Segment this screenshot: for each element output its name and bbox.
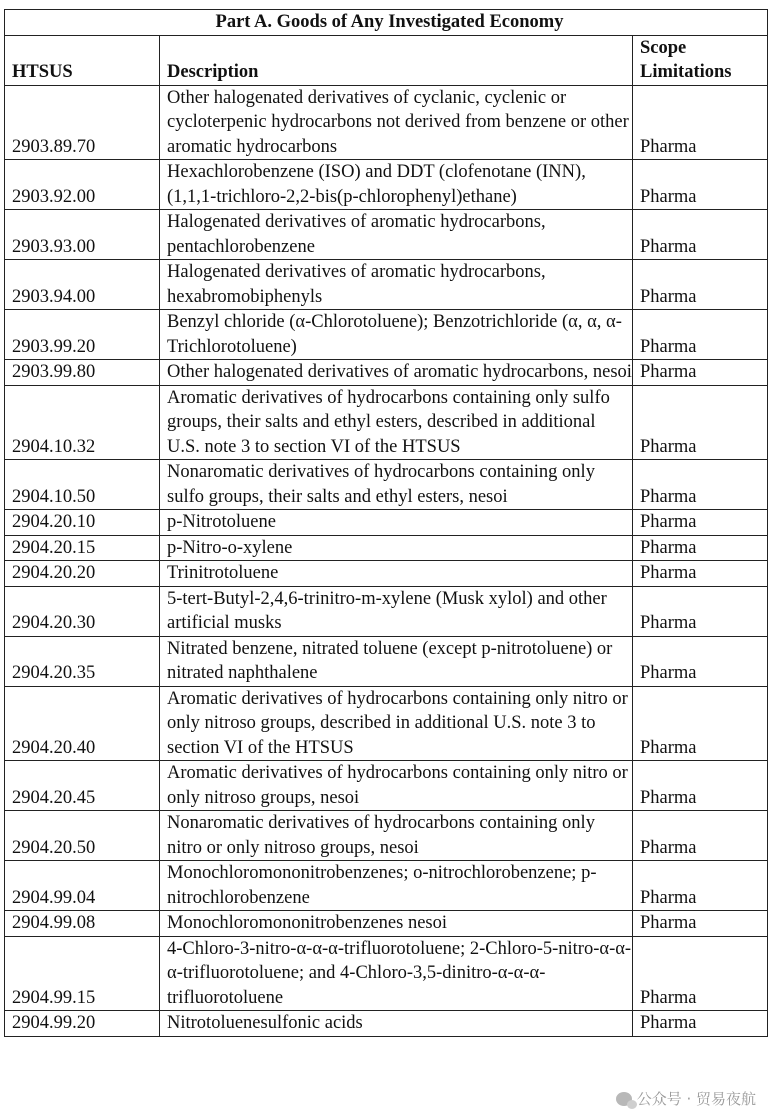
row-scope: Pharma — [633, 861, 768, 911]
header-scope — [633, 35, 768, 85]
row-scope: Pharma — [633, 936, 768, 1011]
row-description: Benzyl chloride (α-Chlorotoluene); Benzotrichloride (α, α, α-Trichlorotoluene) — [160, 310, 633, 360]
row-scope: Pharma — [633, 310, 768, 360]
row-scope: Pharma — [633, 636, 768, 686]
row-scope: Pharma — [633, 561, 768, 587]
table-row — [5, 260, 768, 310]
row-code: 2904.99.04 — [5, 861, 160, 911]
header-htsus: HTSUS — [5, 35, 160, 85]
row-code: 2904.20.50 — [5, 811, 160, 861]
row-code: 2904.20.35 — [5, 636, 160, 686]
row-scope: Pharma — [633, 1011, 768, 1037]
row-scope: Pharma — [633, 911, 768, 937]
table-row — [5, 861, 768, 911]
watermark-text: 公众号 · 贸易夜航 — [636, 1090, 756, 1108]
row-code: 2904.99.15 — [5, 936, 160, 1011]
table-row — [5, 535, 768, 561]
row-code: 2904.20.20 — [5, 561, 160, 587]
row-scope: Pharma — [633, 510, 768, 536]
header-description: Description — [160, 35, 633, 85]
row-description: Other halogenated derivatives of aromatic hydrocarbons, nesoi — [160, 360, 633, 386]
row-code: 2903.99.80 — [5, 360, 160, 386]
table-row — [5, 160, 768, 210]
table-row — [5, 85, 768, 160]
watermark — [616, 1088, 756, 1109]
row-description: Nonaromatic derivatives of hydrocarbons containing only sulfo groups, their salts and ethyl esters, nesoi — [160, 460, 633, 510]
row-description: Nitrated benzene, nitrated toluene (except p-nitrotoluene) or nitrated naphthalene — [160, 636, 633, 686]
row-description: p-Nitrotoluene — [160, 510, 633, 536]
row-scope: Pharma — [633, 260, 768, 310]
header-row — [5, 35, 768, 85]
row-scope: Pharma — [633, 160, 768, 210]
table-row — [5, 811, 768, 861]
table-row — [5, 586, 768, 636]
row-description: Other halogenated derivatives of cyclanic, cyclenic or cycloterpenic hydrocarbons not derived from benzene or other aromatic hydrocarbons — [160, 85, 633, 160]
row-description: Aromatic derivatives of hydrocarbons containing only nitro or only nitroso groups, nesoi — [160, 761, 633, 811]
row-code: 2904.20.45 — [5, 761, 160, 811]
row-description: Nonaromatic derivatives of hydrocarbons containing only nitro or only nitroso groups, nesoi — [160, 811, 633, 861]
row-code: 2903.93.00 — [5, 210, 160, 260]
row-description: Aromatic derivatives of hydrocarbons containing only nitro or only nitroso groups, described in additional U.S. note 3 to section VI of the HTSUS — [160, 686, 633, 761]
row-code: 2904.20.40 — [5, 686, 160, 761]
row-description: Halogenated derivatives of aromatic hydrocarbons, hexabromobiphenyls — [160, 260, 633, 310]
table-row — [5, 936, 768, 1011]
row-scope: Pharma — [633, 761, 768, 811]
row-scope: Pharma — [633, 535, 768, 561]
row-code: 2903.94.00 — [5, 260, 160, 310]
row-code: 2904.99.08 — [5, 911, 160, 937]
row-code: 2904.10.50 — [5, 460, 160, 510]
row-scope: Pharma — [633, 686, 768, 761]
row-description: 4-Chloro-3-nitro-α-α-α-trifluorotoluene; 2-Chloro-5-nitro-α-α-α-trifluorotoluene; and 4-Chloro-3,5-dinitro-α-α-α-trifluorotoluene — [160, 936, 633, 1011]
row-description: Trinitrotoluene — [160, 561, 633, 587]
row-scope: Pharma — [633, 360, 768, 386]
table-row — [5, 686, 768, 761]
row-code: 2903.99.20 — [5, 310, 160, 360]
header-scope-line2: Limitations — [640, 62, 732, 82]
table-row — [5, 210, 768, 260]
row-description: Aromatic derivatives of hydrocarbons containing only sulfo groups, their salts and ethyl esters, described in additional U.S. note 3 to section VI of the HTSUS — [160, 385, 633, 460]
row-scope: Pharma — [633, 85, 768, 160]
row-scope: Pharma — [633, 811, 768, 861]
row-code: 2903.92.00 — [5, 160, 160, 210]
row-description: p-Nitro-o-xylene — [160, 535, 633, 561]
header-scope-line1: Scope — [640, 37, 687, 58]
table-row — [5, 561, 768, 587]
row-code: 2904.99.20 — [5, 1011, 160, 1037]
row-code: 2903.89.70 — [5, 85, 160, 160]
row-description: Halogenated derivatives of aromatic hydrocarbons, pentachlorobenzene — [160, 210, 633, 260]
row-description: 5-tert-Butyl-2,4,6-trinitro-m-xylene (Musk xylol) and other artificial musks — [160, 586, 633, 636]
row-description: Monochloromononitrobenzenes nesoi — [160, 911, 633, 937]
table-row — [5, 385, 768, 460]
table-row — [5, 761, 768, 811]
title-row — [5, 10, 768, 36]
table-row — [5, 1011, 768, 1037]
hts-table — [4, 9, 768, 1037]
table-row — [5, 636, 768, 686]
row-description: Nitrotoluenesulfonic acids — [160, 1011, 633, 1037]
table-row — [5, 911, 768, 937]
row-scope: Pharma — [633, 460, 768, 510]
row-code: 2904.20.15 — [5, 535, 160, 561]
table-row — [5, 510, 768, 536]
wechat-icon — [616, 1092, 632, 1106]
row-code: 2904.20.30 — [5, 586, 160, 636]
row-code: 2904.20.10 — [5, 510, 160, 536]
table-title: Part A. Goods of Any Investigated Economy — [5, 10, 768, 36]
row-description: Monochloromononitrobenzenes; o-nitrochlorobenzene; p-nitrochlorobenzene — [160, 861, 633, 911]
table-row — [5, 310, 768, 360]
row-scope: Pharma — [633, 210, 768, 260]
row-code: 2904.10.32 — [5, 385, 160, 460]
row-description: Hexachlorobenzene (ISO) and DDT (clofenotane (INN), (1,1,1-trichloro-2,2-bis(p-chlorophenyl)ethane) — [160, 160, 633, 210]
row-scope: Pharma — [633, 586, 768, 636]
row-scope: Pharma — [633, 385, 768, 460]
table-row — [5, 460, 768, 510]
table-row — [5, 360, 768, 386]
